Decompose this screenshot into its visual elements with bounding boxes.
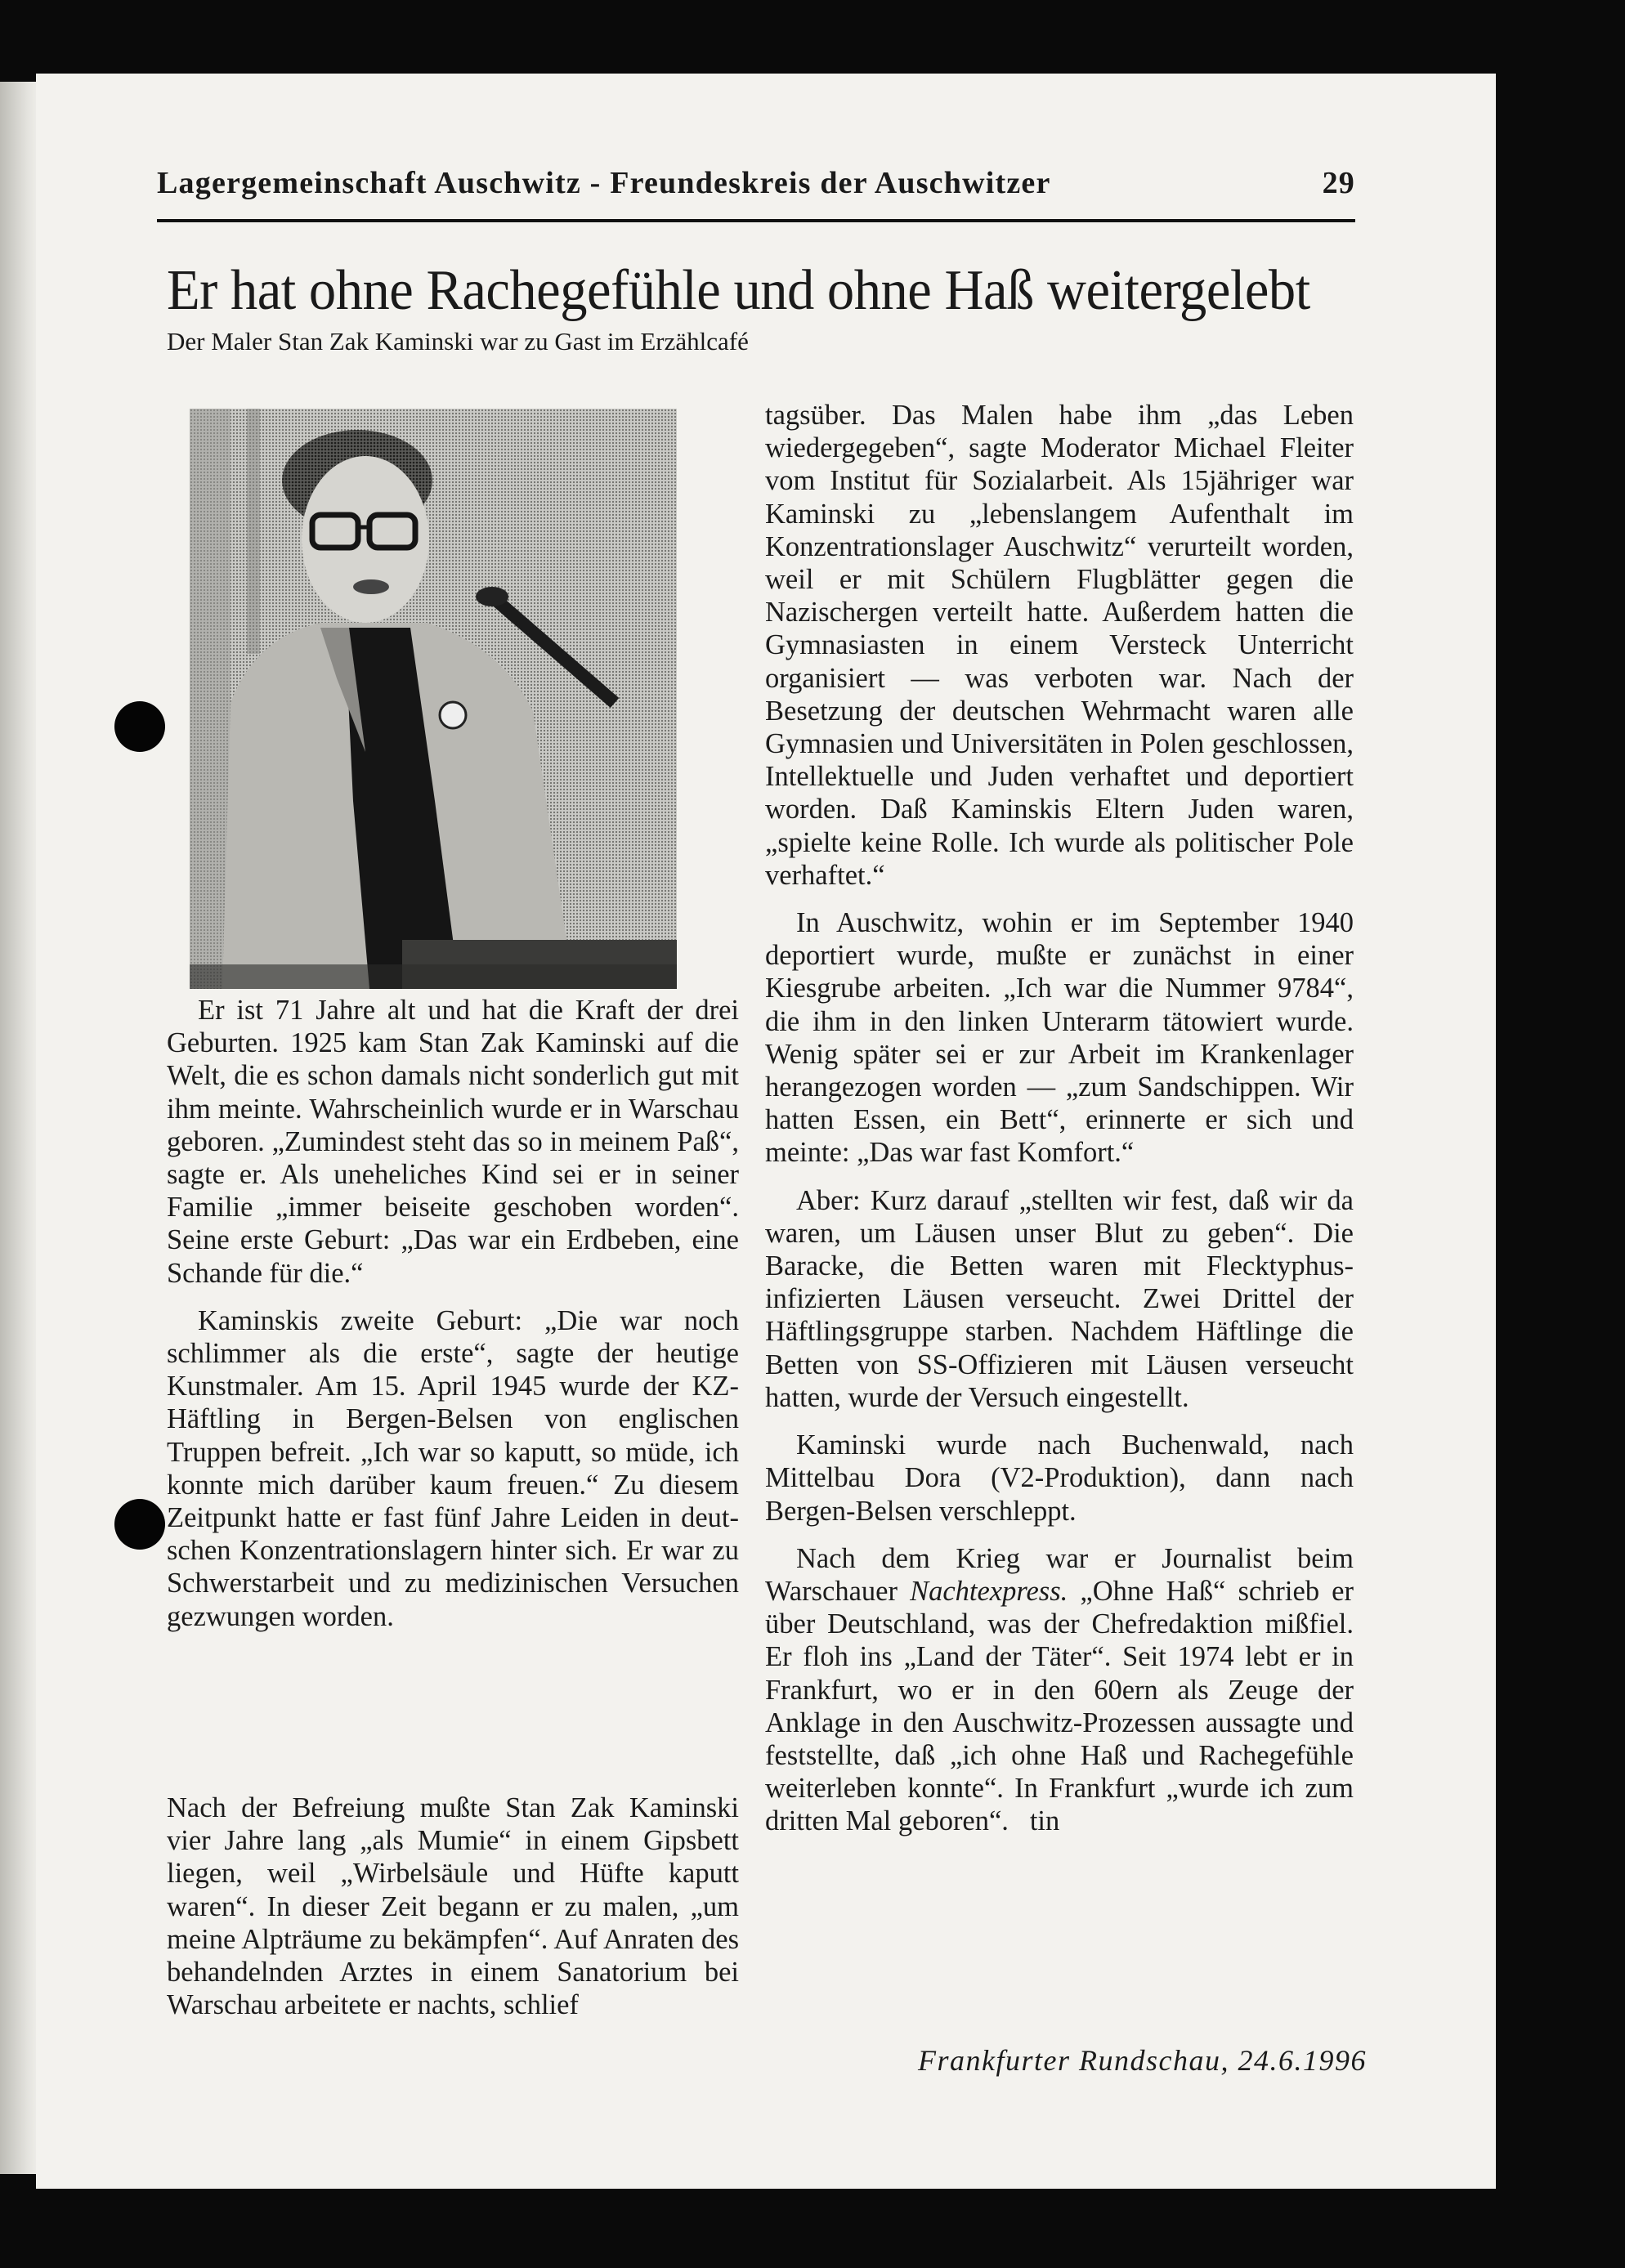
paragraph-right-3: Aber: Kurz darauf „stellten wir fest, daß wir da waren, um Läusen unser Blut zu geben“. Die Baracke, die Betten waren mit Flecktyphus-infizierten Läusen verseucht. Zwei Drittel der Häftlingsgruppe starben. Nachdem Häftlinge die Betten von SS-Offizieren mit Läusen verseucht hatten, wurde der Versuch eingestellt. xyxy=(765,1184,1354,1413)
running-header xyxy=(157,165,1355,201)
paragraph-right-5-start: Nach dem Krieg war er Journalist beim Warschauer xyxy=(765,1542,1354,1607)
punch-hole-icon xyxy=(114,701,165,752)
binder-edge xyxy=(0,82,39,2174)
page-number: 29 xyxy=(1322,166,1355,200)
portrait-photo-icon xyxy=(190,409,677,989)
paragraph-left-1: Er ist 71 Jahre alt und hat die Kraft der drei Geburten. 1925 kam Stan Zak Kaminski auf die Welt, die es schon damals nicht sonderlich gut mit ihm meinte. Wahrscheinlich wurde er in Warschau geboren. „Zumindest steht das so in meinem Paß“, sagte er. Als uneheliches Kind sei er in seiner Familie „immer beiseite geschoben worden“. Seine erste Geburt: „Das war ein Erdbeben, eine Schande für die.“ xyxy=(167,995,739,1289)
source-citation: Frankfurter Rundschau, 24.6.1996 xyxy=(918,2044,1367,2077)
right-column xyxy=(765,399,1354,1838)
paragraph-right-4: Kaminski wurde nach Buchenwald, nach Mittelbau Dora (V2-Produktion), dann nach Bergen-Belsen verschleppt. xyxy=(765,1429,1354,1527)
header-rule xyxy=(157,219,1355,222)
article-headline: Er hat ohne Rachegefühle und ohne Haß weitergelebt xyxy=(167,259,1310,322)
newspaper-name: Nachtexpress. xyxy=(910,1575,1068,1607)
paragraph-left-3: Nach der Befreiung mußte Stan Zak Kaminski vier Jahre lang „als Mumie“ in einem Gipsbett liegen, weil „Wirbelsäule und Hüfte kaputt waren“. In dieser Zeit begann er zu malen, „um meine Alpträume zu bekämpfen“. Auf Anraten des behandelnden Arztes in einem Sanatorium bei Warschau arbeitete er nachts, schlief xyxy=(167,1792,739,2021)
left-column-upper xyxy=(167,994,739,1633)
paragraph-right-5 xyxy=(765,1542,1354,1838)
author-initials: tin xyxy=(1029,1805,1060,1837)
paragraph-right-1: tagsüber. Das Malen habe ihm „das Leben wiedergegeben“, sagte Moderator Michael Fleiter vom Institut für Sozialarbeit. Als 15jähriger war Kaminski zu „lebenslangem Aufenthalt im Konzentrationslager Auschwitz“ verurteilt worden, weil er mit Schülern Flugblätter gegen die Nazischergen verteilt hatte. Außerdem hatten die Gymnasiasten in einem Versteck Unterricht organisiert — was verboten war. Nach der Besetzung der deutschen Wehrmacht waren alle Gymnasien und Universitäten in Polen geschlossen, Intellektuelle und Juden verhaftet und deportiert worden. Daß Kaminskis Eltern Juden waren, „spielte keine Rolle. Ich wurde als politischer Pole verhaftet.“ xyxy=(765,400,1354,891)
article-subheadline: Der Maler Stan Zak Kaminski war zu Gast im Erzählcafé xyxy=(167,327,749,356)
paragraph-right-2: In Auschwitz, wohin er im September 1940 deportiert wurde, mußte er zunächst in einer Kiesgrube arbeiten. „Ich war die Nummer 9784“, die ihm in den linken Unterarm tätowiert wurde. Wenig später sei er zur Arbeit im Krankenlager herangezogen worden — „zum Sandschippen. Wir hatten Essen, ein Bett“, erinnerte er sich und meinte: „Das war fast Komfort.“ xyxy=(765,907,1354,1169)
punch-hole-icon xyxy=(114,1499,165,1550)
left-column-lower xyxy=(167,1792,739,2021)
paragraph-left-2: Kaminskis zweite Geburt: „Die war noch schlimmer als die erste“, sagte der heutige Kunstmaler. Am 15. April 1945 wurde der KZ-Häftling in Bergen-Belsen von englischen Truppen befreit. „Ich war so kaputt, so müde, ich konnte mich darüber kaum freuen.“ Zu diesem Zeitpunkt hatte er fast fünf Jahre Leiden in deutschen Konzentrationslagern hinter sich. Er war zu Schwerstarbeit und zu medizinischen Versuchen gezwungen worden. xyxy=(167,1304,739,1632)
paragraph-right-5-end: „Ohne Haß“ schrieb er über Deutschland, was der Chefredaktion mißfiel. Er floh ins „Land der Täter“. Seit 1974 lebt er in Frankfurt, wo er in den 60ern als Zeuge der Anklage in den Auschwitz-Prozessen aussagte und feststellte, daß „ich ohne Haß und Rachegefühle weiterleben konnte“. In Frankfurt „wurde ich zum dritten Mal geboren“. xyxy=(765,1575,1354,1837)
running-title: Lagergemeinschaft Auschwitz - Freundeskreis der Auschwitzer xyxy=(157,166,1051,200)
